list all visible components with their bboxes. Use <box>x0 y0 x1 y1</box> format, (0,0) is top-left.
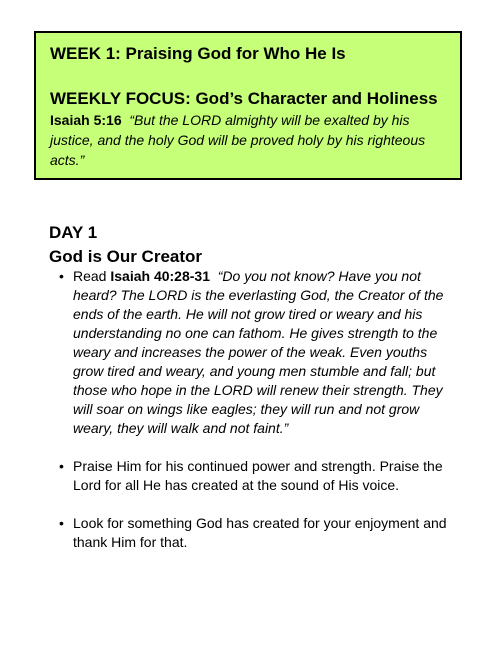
bullet-icon: • <box>59 515 64 531</box>
scripture-text: “Do you not know? Have you not heard? The LORD is the everlasting God, the Creator of the ends of the earth. He will not grow tired or weary and his understanding no one can fathom. He gives strength to the weary and increases the power of the weak. Even youths grow tired and weary, and young men stumble and fall; but those who hope in the LORD will renew their strength. They will soar on wings like eagles; they will run and not grow weary, they will walk and not faint.” <box>73 268 444 436</box>
list-item-read-scripture <box>59 267 453 438</box>
bullet-icon: • <box>59 268 64 284</box>
read-prefix: Read <box>73 268 111 284</box>
day-heading <box>49 221 469 269</box>
focus-verse-text: “But the LORD almighty will be exalted by his justice, and the holy God will be proved holy by his righteous acts.” <box>50 112 426 168</box>
praise-text: Praise Him for his continued power and strength. Praise the Lord for all He has created at the sound of His voice. <box>73 458 443 493</box>
day-title: God is Our Creator <box>49 247 203 266</box>
devotion-list <box>59 267 453 571</box>
look-text: Look for something God has created for your enjoyment and thank Him for that. <box>73 515 447 550</box>
scripture-reference: Isaiah 40:28-31 <box>110 268 210 284</box>
list-item-look <box>59 514 453 552</box>
list-item-praise <box>59 457 453 495</box>
weekly-focus-title: WEEKLY FOCUS: God’s Character and Holiness <box>50 89 438 108</box>
bullet-icon: • <box>59 458 64 474</box>
week-title: WEEK 1: Praising God for Who He Is <box>50 44 346 63</box>
focus-verse <box>50 110 446 170</box>
focus-verse-reference: Isaiah 5:16 <box>50 112 122 128</box>
weekly-focus-box <box>34 31 462 180</box>
day-label: DAY 1 <box>49 223 98 242</box>
